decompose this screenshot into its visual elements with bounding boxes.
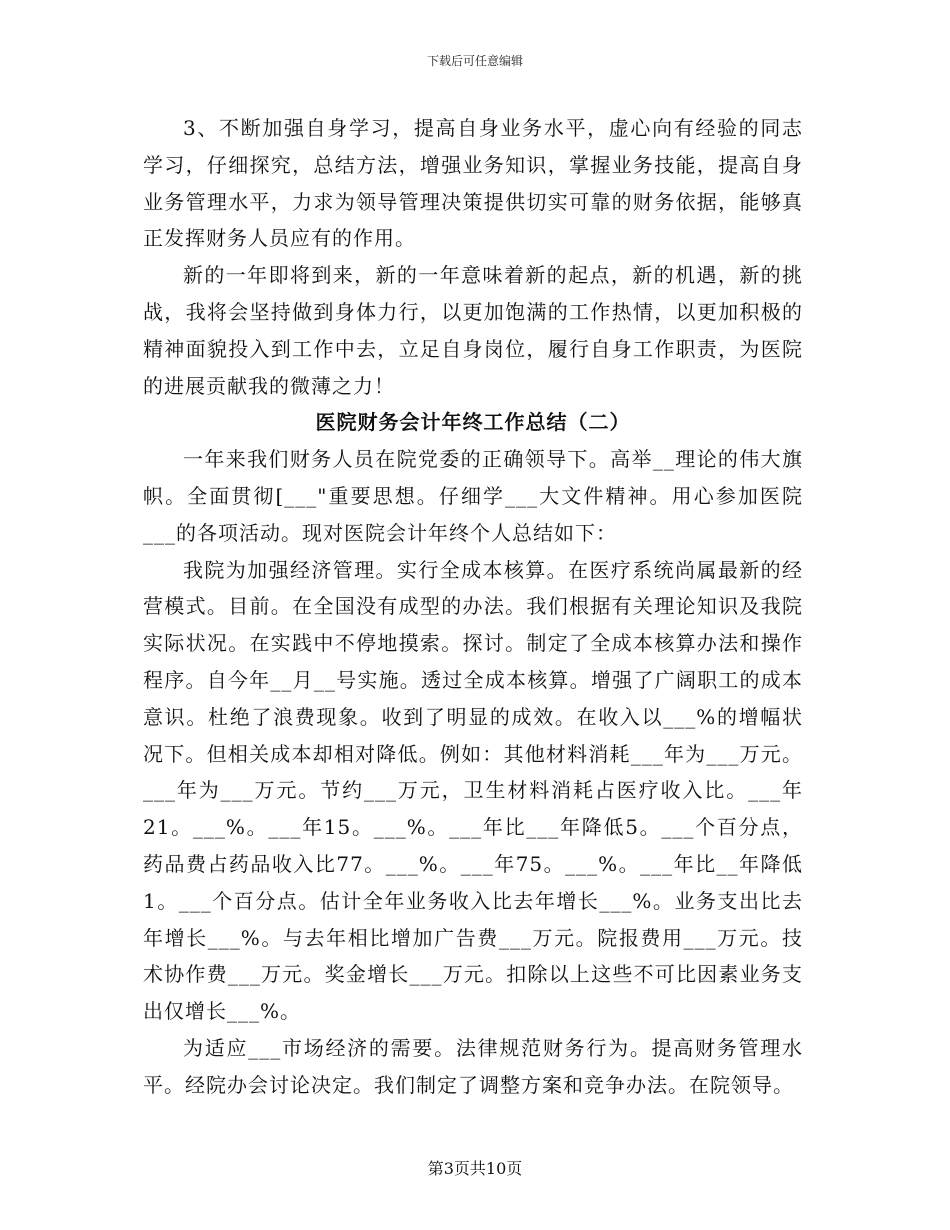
- section-title: 医院财务会计年终工作总结（二）: [315, 410, 631, 435]
- paragraph-new-year: 新的一年即将到来，新的一年意味着新的起点，新的机遇，新的挑战，我将会坚持做到身体力行，以更加饱满的工作热情，以更加积极的精神面貌投入到工作中去，立足自身岗位，履行自身工作职责，为医院的进展贡献我的微薄之力！: [143, 263, 803, 398]
- paragraph-self-study: 3、不断加强自身学习，提高自身业务水平，虚心向有经验的同志学习，仔细探究，总结方法，增强业务知识，掌握业务技能，提高自身业务管理水平，力求为领导管理决策提供切实可靠的财务依据，能够真正发挥财务人员应有的作用。: [143, 116, 803, 251]
- header-note: 下载后可任意编辑: [426, 54, 523, 68]
- page-number: 第3页共10页: [427, 1159, 523, 1178]
- paragraph-cost-accounting: 我院为加强经济管理。实行全成本核算。在医疗系统尚属最新的经营模式。目前。在全国没有成型的办法。我们根据有关理论知识及我院实际状况。在实践中不停地摸索。探讨。制定了全成本核算办法和操作程序。自今年__月__号实施。透过全成本核算。增强了广阔职工的成本意识。杜绝了浪费现象。收到了明显的成效。在收入以___%的增幅状况下。但相关成本却相对降低。例如：其他材料消耗___年为___万元。___年为___万元。节约___万元，卫生材料消耗占医疗收入比。___年21。___%。___年15。___%。___年比___年降低5。___个百分点，药品费占药品收入比77。___%。___年75。___%。___年比__年降低1。___个百分点。估计全年业务收入比去年增长___%。业务支出比去年增长___%。与去年相比增加广告费___万元。院报费用___万元。技术协作费___万元。奖金增长___万元。扣除以上这些不可比因素业务支出仅增长___%。: [143, 557, 803, 1024]
- document-body: [143, 110, 803, 1104]
- paragraph-market-economy: 为适应___市场经济的需要。法律规范财务行为。提高财务管理水平。经院办会讨论决定。我们制定了调整方案和竞争办法。在院领导。: [143, 1035, 803, 1097]
- paragraph-intro: 一年来我们财务人员在院党委的正确领导下。高举__理论的伟大旗帜。全面贯彻[___"重要思想。仔细学___大文件精神。用心参加医院___的各项活动。现对医院会计年终个人总结如下：: [143, 447, 803, 545]
